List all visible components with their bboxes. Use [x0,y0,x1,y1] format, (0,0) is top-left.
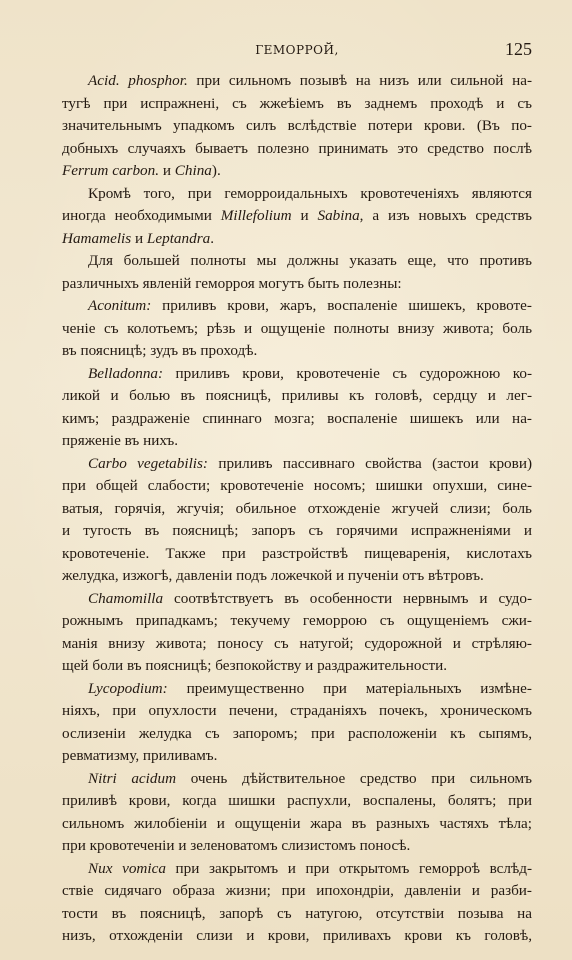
text-line: Hamamelis и Leptandra. [62,229,215,247]
text-line: Carbo vegetabilis: приливъ пассивнаго свойства (застои крови) [88,454,533,472]
text-line: ніяхъ, при опухлости печени, страданіяхъ почекъ, хроническомъ [62,702,532,719]
running-title: ГЕМОРРОЙ, [255,43,339,57]
text-line: пряженіе въ нихъ. [62,432,178,449]
remedy-name: Chamomilla [88,589,164,607]
text-line: желудка, изжогѣ, давленіи подъ ложечкой и пученіи отъ вѣтровъ. [62,567,484,584]
text-body [62,70,532,948]
text-line: Chamomilla соотвѣтствуетъ въ особенности нервнымъ и судо- [88,589,532,607]
page-number: 125 [505,39,532,59]
running-head [62,40,532,62]
remedy-name: Lycopodium: [88,679,168,697]
remedy-name: Leptandra [146,229,211,247]
remedy-name: Aconitum: [88,297,152,314]
text-line: добныхъ случаяхъ бываетъ полезно принимать это средство послѣ [62,139,532,157]
text-line: сильномъ жилобіеніи и ощущеніи жара въ разныхъ частяхъ тѣла; [62,814,532,832]
text-line: Acid. phosphor. при сильномъ позывѣ на низъ или сильной на- [88,72,532,89]
text-line: ликой и болью въ поясницѣ, приливы къ головѣ, сердцу и лег- [62,387,532,404]
text-line: Nitri acidum очень дѣйствительное средство при сильномъ [88,769,532,787]
text-line: ревматизму, приливамъ. [62,747,218,764]
remedy-name: Hamamelis [62,229,132,247]
remedy-name: Nux vomica [88,859,166,877]
text-line: Ferrum carbon. и China). [62,162,221,179]
text-line: при общей слабости; кровотеченіе носомъ; шишки опухши, сине- [62,477,532,494]
text-line: низъ, отхожденіи слизи и крови, приливахъ крови къ головѣ, [62,927,532,944]
text-line: въ поясницѣ; зудъ въ проходѣ. [62,342,258,359]
remedy-name: Belladonna: [88,364,164,382]
text-line: иногда необходимыми Millefolium и Sabina, а изъ новыхъ средствъ [62,207,532,224]
text-line: рожнымъ припадкамъ; текучему геморрою съ ощущеніемъ сжи- [62,612,532,629]
text-line: Кромѣ того, при геморроидальныхъ кровотеченіяхъ являются [88,184,532,202]
text-line: ствіе сидячаго образа жизни; при ипохондріи, давленіи и разби- [62,882,532,899]
text-line: и тугость въ поясницѣ; запоръ съ горячими испражненіями и [62,522,532,539]
text-line: Aconitum: приливъ крови, жаръ, воспаленіе шишекъ, кровоте- [88,297,532,314]
remedy-name: Carbo vegetabilis: [88,454,208,472]
text-line: различныхъ явленій геморроя могутъ быть полезны: [62,274,402,292]
text-line: кровотеченіе. Также при разстройствѣ пищеваренія, кислотахъ [62,544,532,562]
remedy-name: Millefolium [220,207,292,224]
text-line: ослизеніи желудка съ запоромъ; при расположеніи къ сыпямъ, [62,724,532,742]
text-line: манія внизу живота; поносу съ натугой; судорожной и стрѣляю- [62,634,532,652]
text-line: Для большей полноты мы должны указать еще, что противъ [88,252,532,269]
remedy-name: Ferrum carbon. [62,162,160,179]
text-line: приливѣ крови, когда шишки распухли, воспалены, болятъ; при [62,792,532,809]
text-line: тугѣ при испражнені, съ жжеѣіемъ въ заднемъ проходѣ и съ [62,94,532,112]
remedy-name: China [174,162,212,179]
text-line: ченіе съ колотьемъ; рѣзь и ощущеніе полноты внизу живота; боль [62,319,532,337]
remedy-name: Sabina [317,207,360,224]
text-line: Belladonna: приливъ крови, кровотеченіе съ судорожною ко- [88,364,532,382]
text-line: ватыя, горячія, жгучія; обильное отхожденіе жгучей слизи; боль [62,499,532,517]
remedy-name: Acid. phosphor. [88,72,188,89]
text-line: значительнымъ упадкомъ силъ вслѣдствіе потери крови. (Въ по- [62,117,532,134]
remedy-name: Nitri acidum [88,769,177,787]
text-line: кимъ; раздраженіе спиннаго мозга; воспаленіе шишекъ или на- [62,409,532,427]
text-line: щей боли въ поясницѣ; безпокойству и раздражительности. [62,657,448,674]
text-line: при кровотеченіи и зеленоватомъ слизистомъ поносѣ. [62,837,411,854]
text-line: Lycopodium: преимущественно при матеріальныхъ измѣне- [88,679,532,697]
text-line: тости въ поясницѣ, запорѣ съ натугою, отсутствіи позыва на [62,904,532,922]
text-line: Nux vomica при закрытомъ и при открытомъ геморроѣ вслѣд- [88,859,532,877]
